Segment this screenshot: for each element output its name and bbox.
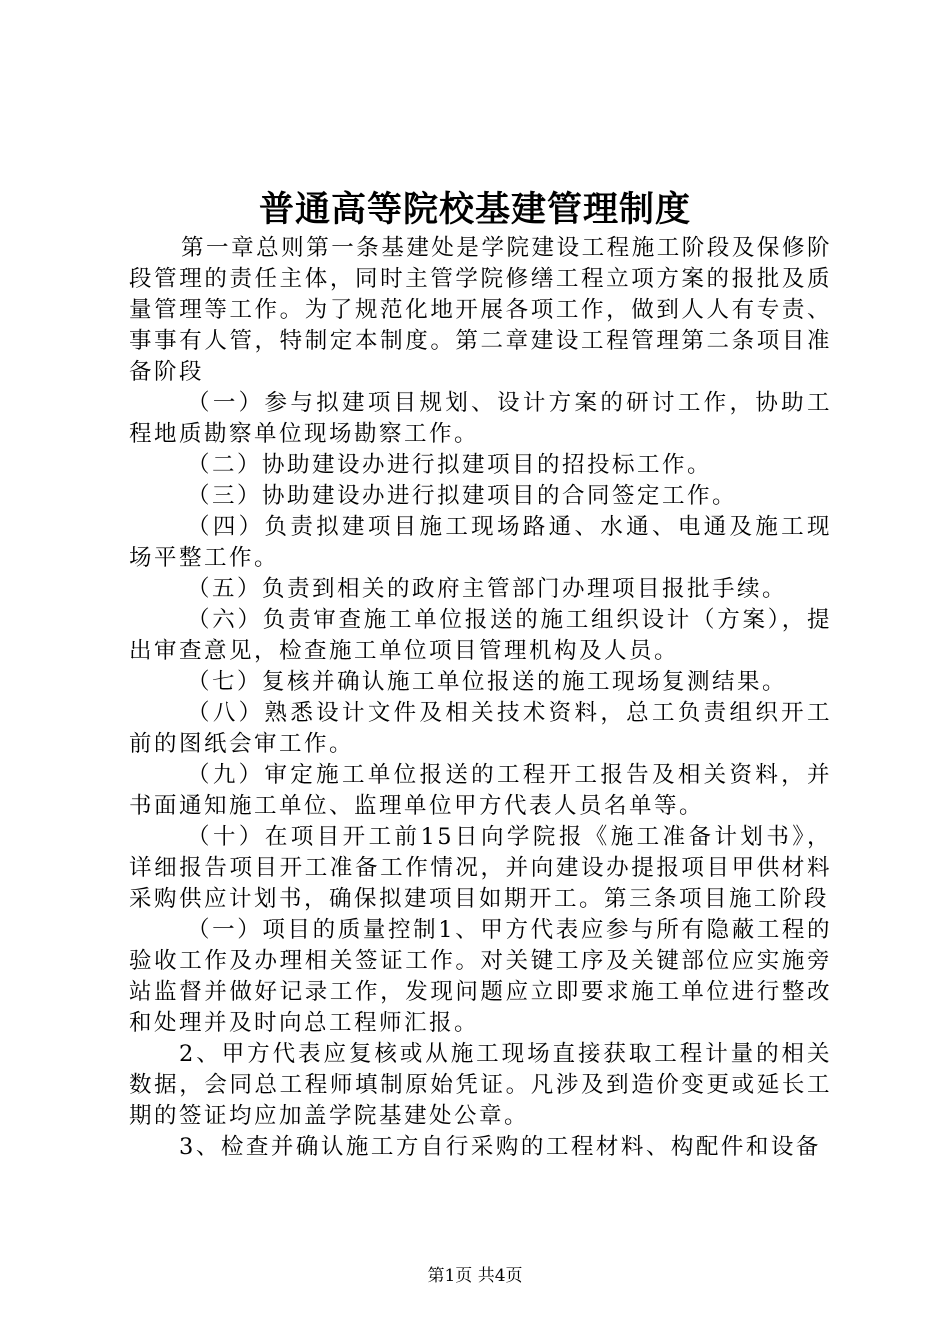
paragraph-item-2: （二）协助建设办进行拟建项目的招投标工作。 — [187, 452, 713, 478]
page-footer: 第1页 共4页 — [427, 1266, 523, 1286]
paragraph-item-6: （六）负责审查施工单位报送的施工组织设计（方案），提出审查意见，检查施工单位项目管理机构及人员。 — [129, 607, 832, 664]
paragraph-item-5: （五）负责到相关的政府主管部门办理项目报批手续。 — [187, 576, 788, 602]
paragraph-item-3: （三）协助建设办进行拟建项目的合同签定工作。 — [187, 483, 738, 509]
paragraph-point-3: 3、检查并确认施工方自行采购的工程材料、构配件和设备 — [179, 1134, 821, 1160]
paragraph-item-1: （一）参与拟建项目规划、设计方案的研讨工作，协助工程地质勘察单位现场勘察工作。 — [129, 390, 832, 447]
paragraph-item-7: （七）复核并确认施工单位报送的施工现场复测结果。 — [187, 669, 788, 695]
document-title: 普通高等院校基建管理制度 — [258, 189, 691, 230]
paragraph-item-4: （四）负责拟建项目施工现场路通、水通、电通及施工现场平整工作。 — [129, 514, 832, 571]
paragraph-point-2: 2、甲方代表应复核或从施工现场直接获取工程计量的相关数据，会同总工程师填制原始凭证。凡涉及到造价变更或延长工期的签证均应加盖学院基建处公章。 — [129, 1041, 832, 1129]
paragraph-item-8: （八）熟悉设计文件及相关技术资料，总工负责组织开工前的图纸会审工作。 — [129, 700, 832, 757]
paragraph-quality-control: （一）项目的质量控制1、甲方代表应参与所有隐蔽工程的验收工作及办理相关签证工作。对关键工序及关键部位应实施旁站监督并做好记录工作，发现问题应立即要求施工单位进行整改和处理并及时向总工程师汇报。 — [129, 917, 832, 1036]
paragraph-item-9: （九）审定施工单位报送的工程开工报告及相关资料，并书面通知施工单位、监理单位甲方代表人员名单等。 — [129, 762, 832, 819]
paragraph-chapter-one: 第一章总则第一条基建处是学院建设工程施工阶段及保修阶段管理的责任主体，同时主管学院修缮工程立项方案的报批及质量管理等工作。为了规范化地开展各项工作，做到人人有专责、事事有人管，特制定本制度。第二章建设工程管理第二条项目准备阶段 — [129, 235, 832, 385]
document-body — [129, 233, 832, 1163]
paragraph-item-10: （十）在项目开工前15日向学院报《施工准备计划书》，详细报告项目开工准备工作情况，并向建设办提报项目甲供材料采购供应计划书，确保拟建项目如期开工。第三条项目施工阶段 — [129, 824, 832, 912]
